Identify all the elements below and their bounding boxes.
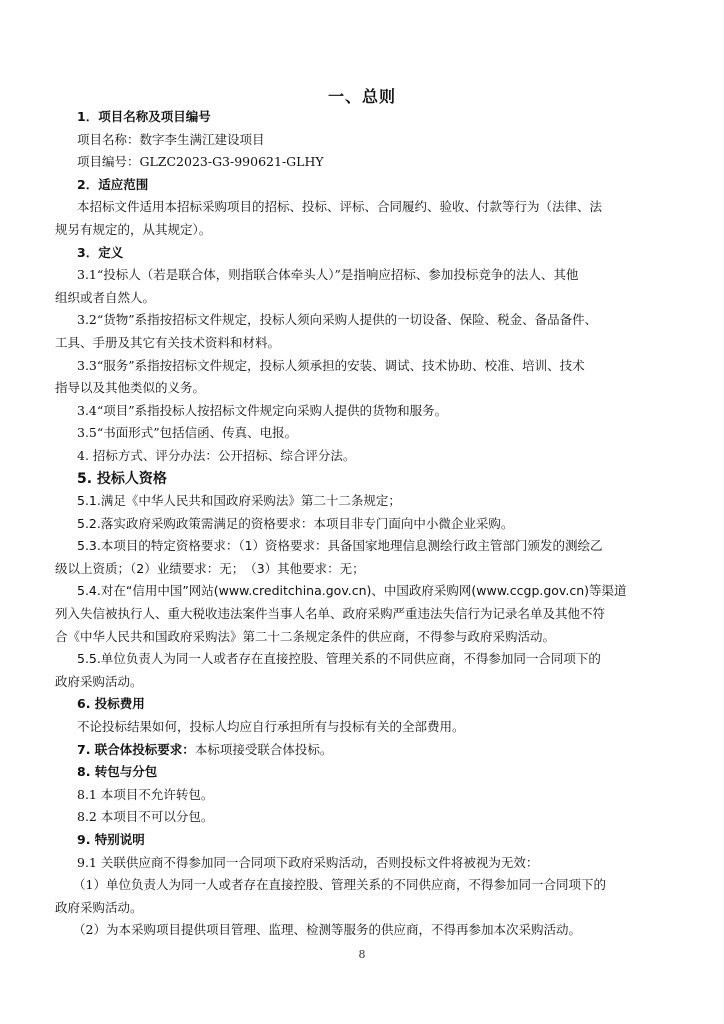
qual-5-3-line2: 级以上资质；（2）业绩要求：无； （3）其他要求：无；: [55, 560, 365, 576]
qual-5-4-line2: 列入失信被执行人、重大税收违法案件当事人名单、政府采购严重违法失信行为记录名单及其他不符: [55, 606, 606, 622]
def-3-4: 3.4“项目”系指投标人按招标文件规定向采购人提供的货物和服务。: [77, 402, 448, 418]
def-3-2-line2: 工具、手册及其它有关技术资料和材料。: [55, 334, 281, 350]
rule-8-1: 8.1 本项目不允许转包。: [77, 786, 214, 802]
qual-5-5-line2: 政府采购活动。: [55, 673, 143, 689]
section-6-text: 不论投标结果如何，投标人均应自行承担所有与投标有关的全部费用。: [77, 719, 465, 735]
section-5-heading: 5. 投标人资格: [77, 470, 167, 487]
def-3-3-line2: 指导以及其他类似的义务。: [55, 380, 206, 396]
section-7-text: 本标项接受联合体投标。: [194, 741, 333, 757]
section-9-heading: 9. 特别说明: [77, 832, 145, 847]
section-2-text-line1: 本招标文件适用本招标采购项目的招标、投标、评标、合同履约、验收、付款等行为（法律、法: [77, 199, 603, 215]
def-3-2-line1: 3.2“货物”系指按招标文件规定，投标人须向采购人提供的一切设备、保险、税金、备品备件、: [77, 312, 598, 328]
qual-5-1: 5.1.满足《中华人民共和国政府采购法》第二十二条规定；: [77, 493, 401, 509]
def-3-1-line1: 3.1“投标人（若是联合体，则指联合体牵头人）”是指响应招标、参加投标竞争的法人、其他: [77, 267, 579, 283]
section-2-heading: 2．适应范围: [77, 176, 149, 192]
section-2-text-line2: 规另有规定的，从其规定）。: [55, 221, 212, 237]
section-7-line: [55, 739, 675, 762]
project-name: 项目名称：数字李生满江建设项目: [77, 131, 265, 147]
qual-5-5-line1: 5.5.单位负责人为同一人或者存在直接控股、管理关系的不同供应商，不得参加同一合同项下的: [77, 651, 601, 667]
note-9-1-1-line2: 政府采购活动。: [55, 899, 143, 915]
note-9-1-1-line1: （1）单位负责人为同一人或者存在直接控股、管理关系的不同供应商，不得参加同一合同项下的: [73, 877, 606, 893]
qual-5-2: 5.2.落实政府采购政策需满足的资格要求：本项目非专门面向中小微企业采购。: [77, 515, 514, 531]
def-3-1-line2: 组织或者自然人。: [55, 289, 156, 305]
qual-5-4-line1: 5.4.对在“信用中国”网站(www.creditchina.gov.cn)、中国政府采购网(www.ccgp.gov.cn)等渠道: [77, 583, 627, 599]
section-1-heading: 1．项目名称及项目编号: [77, 109, 211, 124]
section-6-heading: 6. 投标费用: [77, 696, 145, 712]
section-3-heading: 3．定义: [77, 244, 124, 260]
def-3-5: 3.5“书面形式”包括信函、传真、电报。: [77, 425, 298, 441]
note-9-1-2: （2）为本采购项目提供项目管理、监理、检测等服务的供应商，不得再参加本次采购活动。: [73, 922, 581, 938]
qual-5-4-line3: 合《中华人民共和国政府采购法》第二十二条规定条件的供应商，不得参与政府采购活动。: [55, 628, 556, 644]
section-7-heading: 7. 联合体投标要求：: [77, 741, 195, 757]
rule-8-2: 8.2 本项目不可以分包。: [77, 809, 214, 825]
section-8-heading: 8. 转包与分包: [77, 764, 158, 780]
def-3-3-line1: 3.3“服务”系指按招标文件规定，投标人须承担的安装、调试、技术协助、校准、培训、技术: [77, 357, 585, 373]
page-title: 一、总则: [327, 87, 396, 106]
document-body: [55, 106, 675, 942]
project-code: 项目编号：GLZC2023-G3-990621-GLHY: [77, 154, 324, 170]
qual-5-3-line1: 5.3.本项目的特定资格要求：（1）资格要求：具备国家地理信息测绘行政主管部门颁发的测绘乙: [77, 538, 603, 554]
section-4-text: 4. 招标方式、评分办法：公开招标、综合评分法。: [77, 447, 356, 463]
note-9-1: 9.1 关联供应商不得参加同一合同项下政府采购活动，否则投标文件将被视为无效：: [77, 854, 539, 870]
page-number: 8: [358, 948, 366, 961]
